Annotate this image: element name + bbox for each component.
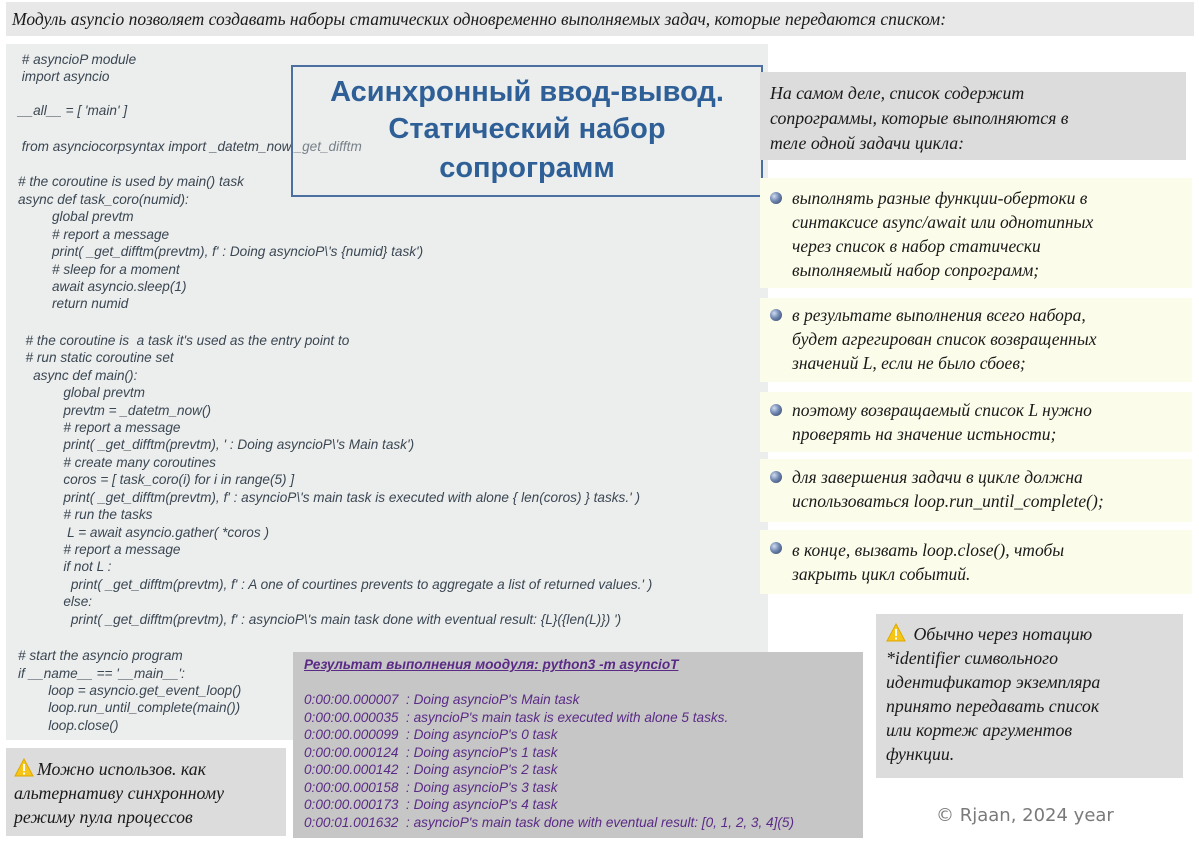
- bullet-line: будет агрегирован список возвращенных: [792, 329, 1097, 349]
- note-line: функции.: [886, 744, 955, 764]
- result-line: 0:00:00.000035 : asyncioP's main task is executed with alone 5 tasks.: [304, 710, 729, 725]
- warning-icon: [14, 758, 34, 777]
- intro-box: [760, 72, 1186, 160]
- result-line: 0:00:01.001632 : asyncioP's main task done with eventual result: [0, 1, 2, 3, 4](5): [304, 815, 794, 830]
- alternative-note-box: [6, 748, 286, 836]
- bullet-line: поэтому возвращаемый список L нужно: [792, 400, 1092, 420]
- bullet-icon: [770, 542, 782, 554]
- slide-title-line: сопрограмм: [439, 152, 615, 184]
- bullet-text: [792, 398, 1092, 446]
- alt-line: альтернативу синхронному: [14, 783, 224, 803]
- bullet-item: [760, 459, 1192, 522]
- bullet-icon: [770, 471, 782, 483]
- code-line: # run static coroutine set: [18, 350, 174, 365]
- code-line: # report a message: [18, 227, 170, 242]
- bullet-icon: [770, 404, 782, 416]
- code-line: # run the tasks: [18, 507, 153, 522]
- bullet-line: через список в набор статически: [792, 236, 1041, 256]
- code-line: loop = asyncio.get_event_loop(): [18, 683, 242, 698]
- note-line-text: Обычно через нотацию: [913, 624, 1093, 644]
- bullet-icon: [770, 192, 782, 204]
- code-line: if not L :: [18, 559, 112, 574]
- code-line: global prevtm: [18, 209, 134, 224]
- note-line: [886, 622, 1100, 646]
- code-line: from asynciocorpsyntax import _datetm_now,_get_difftm: [18, 139, 362, 154]
- note-line: *identifier символьного: [886, 648, 1058, 668]
- note-text: [886, 622, 1100, 766]
- code-line: await asyncio.sleep(1): [18, 279, 187, 294]
- code-line: __all__ = [ 'main' ]: [18, 103, 128, 118]
- bullet-line: в конце, вызвать loop.close(), чтобы: [792, 540, 1065, 560]
- bullet-line: синтаксисе async/await или однотипных: [792, 212, 1094, 232]
- note-box: [876, 614, 1183, 778]
- code-line: print( _get_difftm(prevtm), f' : A one of courtines prevents to aggregate a list of returned values.' ): [18, 577, 653, 592]
- result-line: 0:00:00.000099 : Doing asyncioP's 0 task: [304, 727, 558, 742]
- note-line: идентификатор экземпляра: [886, 672, 1101, 692]
- code-line: # the coroutine is a task it's used as the entry point to: [18, 333, 350, 348]
- code-line: # the coroutine is used by main() task: [18, 174, 244, 189]
- warning-icon: [886, 623, 906, 642]
- code-line: L = await asyncio.gather( *coros ): [18, 525, 269, 540]
- alternative-note-text: [14, 757, 224, 829]
- note-line: или кортеж аргументов: [886, 720, 1073, 740]
- code-line: # create many coroutines: [18, 455, 216, 470]
- code-line: prevtm = _datetm_now(): [18, 403, 212, 418]
- slide-title-line: Асинхронный ввод-вывод.: [330, 76, 724, 108]
- alt-line-text: Можно использов. как: [37, 759, 206, 779]
- intro-text: [770, 81, 1069, 156]
- code-line: print( _get_difftm(prevtm), f' : asyncioP\'s main task is executed with alone { len(coros) } tasks.' ): [18, 490, 641, 505]
- bullet-icon: [770, 309, 782, 321]
- bullet-line: для завершения задачи в цикле должна: [792, 467, 1083, 487]
- bullet-item: [760, 392, 1192, 452]
- slide-title-line: Статический набор: [388, 113, 666, 145]
- copyright: © Rjaan, 2024 year: [936, 805, 1114, 826]
- bullet-text: [792, 465, 1104, 513]
- alt-line: режиму пула процессов: [14, 807, 193, 827]
- code-line: import asyncio: [18, 69, 110, 84]
- bullet-line: выполняемый набор сопрограмм;: [792, 260, 1040, 280]
- bullet-line: в результате выполнения всего набора,: [792, 305, 1086, 325]
- header-banner: [6, 2, 1194, 36]
- bullet-item: [760, 530, 1192, 594]
- note-line: принято передавать список: [886, 696, 1100, 716]
- code-line: loop.close(): [18, 718, 119, 733]
- result-line: 0:00:00.000007 : Doing asyncioP's Main task: [304, 692, 580, 707]
- code-line: if __name__ == '__main__':: [18, 666, 185, 681]
- slide-title-box: [291, 65, 763, 197]
- intro-line: сопрограммы, которые выполняются в: [770, 108, 1069, 128]
- bullet-line: закрыть цикл событий.: [792, 564, 971, 584]
- result-line: 0:00:00.000124 : Doing asyncioP's 1 task: [304, 745, 558, 760]
- bullet-line: значений L, если не было сбоев;: [792, 353, 1026, 373]
- intro-line: На самом деле, список содержит: [770, 83, 1025, 103]
- bullet-line: выполнять разные функции-обертоки в: [792, 188, 1088, 208]
- bullet-line: проверять на значение истьности;: [792, 424, 1057, 444]
- bullet-line: использоваться loop.run_until_complete();: [792, 491, 1104, 511]
- code-line: async def task_coro(numid):: [18, 192, 189, 207]
- code-line: # asyncioP module: [18, 52, 137, 67]
- code-line: global prevtm: [18, 385, 145, 400]
- code-line: # start the asyncio program: [18, 648, 183, 663]
- bullet-text: [792, 186, 1093, 282]
- result-line: 0:00:00.000158 : Doing asyncioP's 3 task: [304, 780, 558, 795]
- code-line: loop.run_until_complete(main()): [18, 700, 241, 715]
- bullet-item: [760, 298, 1192, 382]
- result-line: 0:00:00.000173 : Doing asyncioP's 4 task: [304, 797, 558, 812]
- code-line: # report a message: [18, 542, 181, 557]
- result-line: 0:00:00.000142 : Doing asyncioP's 2 task: [304, 762, 558, 777]
- bullet-item: [760, 178, 1192, 288]
- code-line: # sleep for a moment: [18, 262, 180, 277]
- code-line: else:: [18, 594, 93, 609]
- code-line: coros = [ task_coro(i) for i in range(5) ]: [18, 472, 295, 487]
- result-title: Результат выполнения моодуля: python3 -m asyncioT: [304, 657, 679, 672]
- code-line: print( _get_difftm(prevtm), f' : Doing asyncioP\'s {numid} task'): [18, 244, 424, 259]
- bullet-text: [792, 303, 1096, 375]
- header-text: Модуль asyncio позволяет создавать наборы статических одновременно выполняемых задач, которые передаются списком:: [12, 9, 947, 29]
- code-line: return numid: [18, 296, 129, 311]
- result-panel: [293, 652, 863, 838]
- code-line: print( _get_difftm(prevtm), ' : Doing asyncioP\'s Main task'): [18, 437, 415, 452]
- intro-line: теле одной задачи цикла:: [770, 133, 965, 153]
- code-line: print( _get_difftm(prevtm), f' : asyncioP\'s main task done with eventual result: {L}({len(L)}) '): [18, 612, 622, 627]
- code-line: # report a message: [18, 420, 181, 435]
- code-line: async def main():: [18, 368, 138, 383]
- alt-line: [14, 757, 224, 781]
- bullet-text: [792, 538, 1064, 586]
